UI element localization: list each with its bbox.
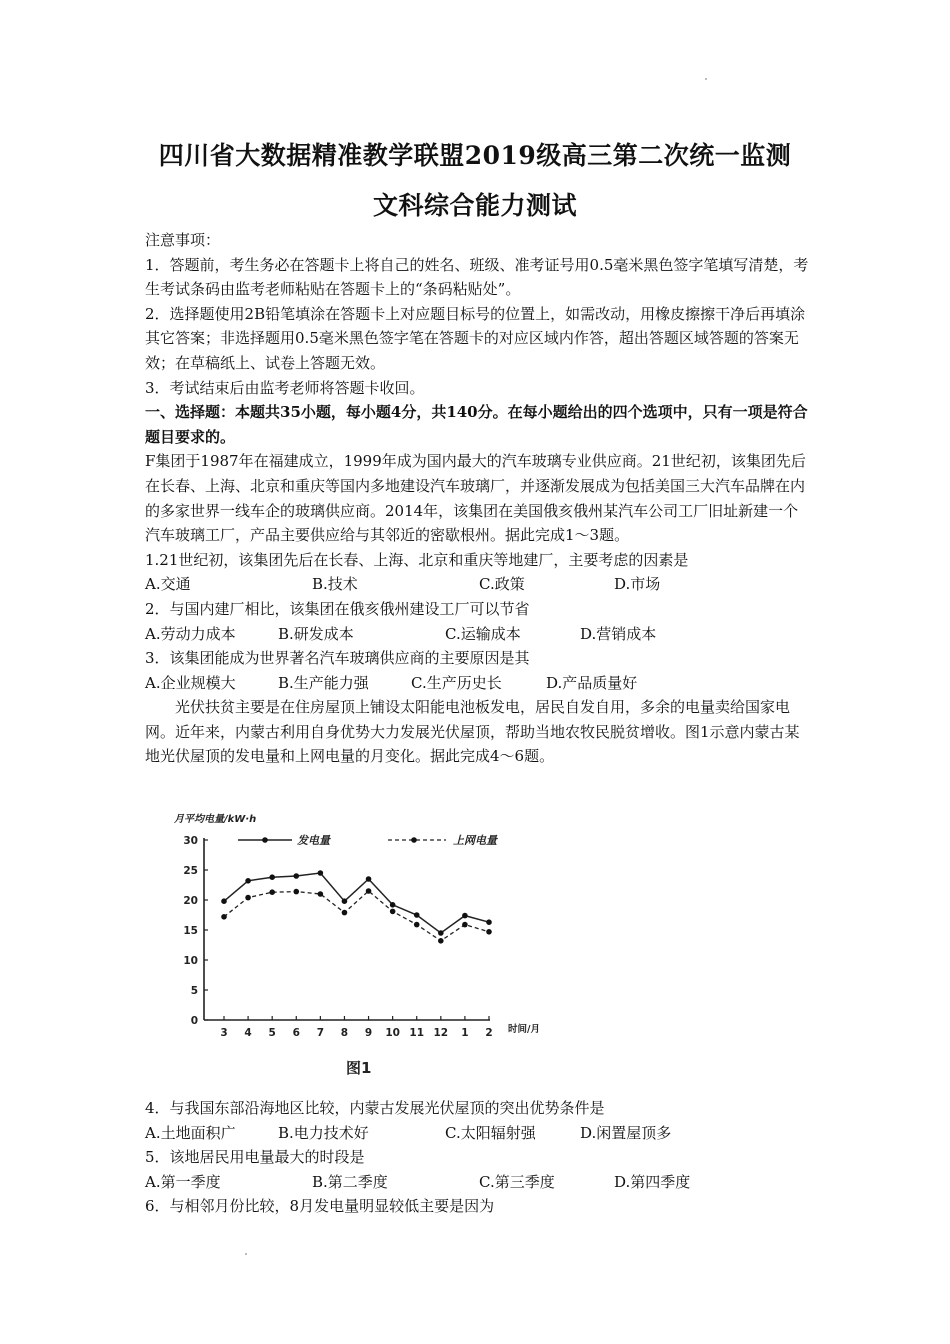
option-b: B.技术: [312, 575, 358, 594]
note-item: 1．答题前，考生务必在答题卡上将自己的姓名、班级、准考证号用0.5毫米黑色签字笔填写清楚，考生考试条码由监考老师粘贴在答题卡上的“条码粘贴处”。: [145, 255, 809, 299]
data-point-grid: [366, 888, 372, 894]
data-point-generation: [486, 919, 492, 925]
option-c: C.运输成本: [445, 624, 521, 643]
option-b: B.研发成本: [278, 624, 354, 643]
figure-caption: 图1: [346, 1059, 372, 1077]
x-tick-label: 9: [364, 1027, 373, 1039]
scan-speck: [245, 1253, 247, 1255]
question-5-options: [145, 1170, 810, 1195]
data-point-generation: [366, 876, 372, 882]
data-point-grid: [293, 889, 299, 895]
data-point-generation: [438, 930, 444, 936]
x-tick-label: 1: [461, 1027, 469, 1039]
legend-label-grid: 上网电量: [453, 834, 497, 847]
section-heading: 一、选择题：本题共35小题，每小题4分，共140分。在每小题给出的四个选项中，只有一项是符合题目要求的。: [145, 403, 808, 446]
question-6-stem: 6．与相邻月份比较，8月发电量明显较低主要是因为: [145, 1197, 495, 1216]
option-c: C.生产历史长: [411, 673, 502, 692]
exam-content: [145, 228, 810, 769]
x-tick-label: 7: [316, 1027, 325, 1039]
data-point-grid: [221, 914, 227, 920]
data-point-grid: [486, 929, 492, 935]
series-line-grid: [224, 891, 489, 941]
option-d: D.第四季度: [614, 1172, 691, 1191]
series-line-generation: [224, 873, 489, 933]
legend-marker-generation: [262, 837, 268, 843]
x-tick-label: 11: [409, 1027, 425, 1039]
x-tick-label: 12: [433, 1027, 449, 1039]
option-a: A.交通: [145, 575, 191, 594]
option-a: A.土地面积广: [145, 1123, 236, 1142]
option-a: A.第一季度: [145, 1172, 221, 1191]
data-point-generation: [318, 870, 324, 876]
y-tick-label: 0: [190, 1015, 198, 1027]
question-5-stem: 5．该地居民用电量最大的时段是: [145, 1148, 365, 1167]
legend-marker-grid: [411, 837, 417, 843]
y-tick-label: 15: [183, 925, 198, 937]
legend-label-generation: 发电量: [297, 834, 330, 847]
data-point-generation: [390, 902, 396, 908]
y-tick-label: 10: [183, 955, 198, 967]
data-point-generation: [462, 913, 468, 919]
option-b: B.第二季度: [312, 1172, 388, 1191]
y-tick-label: 25: [183, 865, 198, 877]
exam-subtitle: 文科综合能力测试: [372, 191, 577, 220]
option-a: A.劳动力成本: [145, 624, 236, 643]
note-item: 2．选择题使用2B铅笔填涂在答题卡上对应题目标号的位置上，如需改动，用橡皮擦擦干净后再填涂其它答案；非选择题用0.5毫米黑色签字笔在答题卡的对应区域内作答，超出答题区域答题的答案无效；在草稿纸上、试卷上答题无效。: [145, 304, 806, 372]
data-point-generation: [414, 912, 420, 918]
data-point-grid: [462, 922, 468, 928]
data-point-grid: [342, 910, 348, 916]
question-2-stem: 2．与国内建厂相比，该集团在俄亥俄州建设工厂可以节省: [145, 599, 530, 618]
question-3-stem: 3．该集团能成为世界著名汽车玻璃供应商的主要原因是其: [145, 649, 530, 668]
question-1-options: [145, 572, 810, 597]
question-3-options: [145, 671, 810, 696]
x-axis-label: 时间/月: [508, 1024, 540, 1035]
line-chart: [160, 800, 560, 1090]
question-2-options: [145, 622, 810, 647]
data-point-generation: [342, 898, 348, 904]
x-tick-label: 2: [485, 1027, 493, 1039]
data-point-generation: [245, 878, 251, 884]
y-tick-label: 20: [183, 895, 198, 907]
option-d: D.闲置屋顶多: [580, 1123, 672, 1142]
option-a: A.企业规模大: [145, 673, 236, 692]
passage-2: 光伏扶贫主要是在住房屋顶上铺设太阳能电池板发电，居民自发自用，多余的电量卖给国家电网。近年来，内蒙古利用自身优势大力发展光伏屋顶，帮助当地农牧民脱贫增收。图1示意内蒙古某地光伏屋顶的发电量和上网电量的月变化。据此完成4～6题。: [145, 698, 800, 766]
data-point-grid: [390, 909, 396, 915]
y-tick-label: 5: [190, 985, 198, 997]
passage-1: F集团于1987年在福建成立，1999年成为国内最大的汽车玻璃专业供应商。21世纪初，该集团先后在长春、上海、北京和重庆等国内多地建设汽车玻璃厂，并逐渐发展成为包括美国三大汽车品牌在内的多家世界一线车企的玻璃供应商。2014年，该集团在美国俄亥俄州某汽车公司工厂旧址新建一个汽车玻璃工厂，产品主要供应给与其邻近的密歇根州。据此完成1～3题。: [145, 452, 806, 545]
data-point-grid: [414, 922, 420, 928]
data-point-generation: [221, 898, 227, 904]
exam-title: 四川省大数据精准教学联盟2019级高三第二次统一监测: [158, 141, 792, 170]
data-point-generation: [269, 874, 275, 880]
x-tick-label: 4: [244, 1027, 252, 1039]
data-point-grid: [245, 895, 251, 901]
data-point-generation: [293, 873, 299, 879]
data-point-grid: [318, 891, 324, 897]
option-b: B.生产能力强: [278, 673, 369, 692]
y-tick-label: 30: [183, 835, 198, 847]
exam-content-continued: [145, 1096, 810, 1219]
question-1-stem: 1.21世纪初，该集团先后在长春、上海、北京和重庆等地建厂，主要考虑的因素是: [145, 550, 689, 569]
option-c: C.政策: [479, 575, 525, 594]
figure-1: [160, 800, 560, 1090]
option-d: D.市场: [614, 575, 661, 594]
option-c: C.太阳辐射强: [445, 1123, 536, 1142]
notes-heading: 注意事项：: [145, 231, 221, 249]
data-point-grid: [269, 889, 275, 895]
y-axis-label: 月平均电量/kW·h: [174, 814, 257, 825]
option-b: B.电力技术好: [278, 1123, 369, 1142]
x-tick-label: 10: [385, 1027, 400, 1039]
x-tick-label: 3: [220, 1027, 228, 1039]
question-4-stem: 4．与我国东部沿海地区比较，内蒙古发展光伏屋顶的突出优势条件是: [145, 1099, 605, 1117]
x-tick-label: 8: [340, 1027, 349, 1039]
x-tick-label: 5: [268, 1027, 276, 1039]
note-item: 3．考试结束后由监考老师将答题卡收回。: [145, 378, 425, 397]
x-tick-label: 6: [292, 1027, 300, 1039]
data-point-grid: [438, 938, 444, 944]
option-c: C.第三季度: [479, 1172, 555, 1191]
option-d: D.产品质量好: [546, 673, 638, 692]
question-4-options: [145, 1121, 810, 1146]
scan-speck: [705, 78, 707, 80]
option-d: D.营销成本: [580, 624, 657, 643]
